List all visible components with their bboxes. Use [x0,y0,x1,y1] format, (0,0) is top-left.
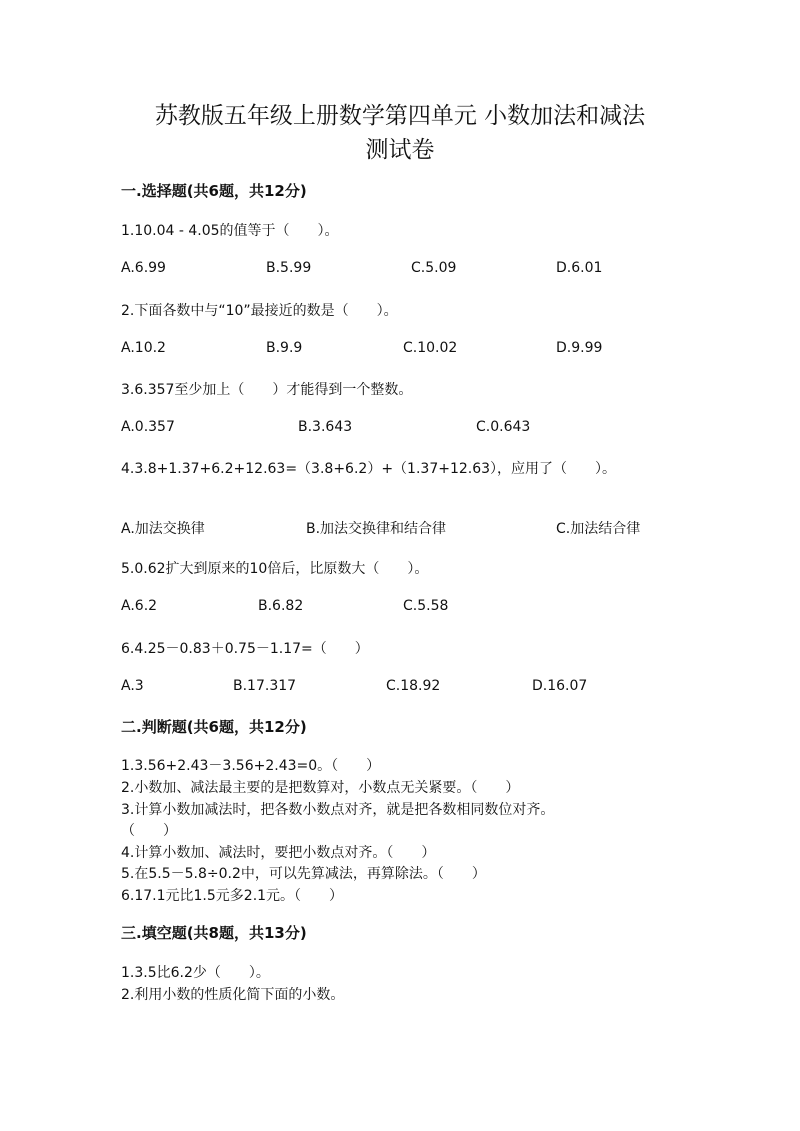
option-4a: A.加法交换律 [121,521,205,537]
option-6b: B.17.317 [233,678,297,694]
option-6d: D.16.07 [532,678,588,694]
option-1a: A.6.99 [121,260,166,276]
judgment-line: 6.17.1元比1.5元多2.1元。（ ） [121,888,344,904]
judgment-line: 4.计算小数加、减法时，要把小数点对齐。（ ） [121,845,436,861]
option-6c: C.18.92 [386,678,441,694]
question-4: 4.3.8+1.37+6.2+12.63=（3.8+6.2）+（1.37+12.63），应用了（ ）。 [121,461,617,477]
section-heading-fill-in: 三.填空题(共8题，共13分) [121,924,307,942]
page-title-line2: 测试卷 [365,137,435,163]
question-1: 1.10.04 - 4.05的值等于（ ）。 [121,223,339,239]
option-3c: C.0.643 [476,419,531,435]
option-5c: C.5.58 [403,598,449,614]
option-4c: C.加法结合律 [556,521,641,537]
option-5b: B.6.82 [258,598,304,614]
fill-in-line: 1.3.5比6.2少（ ）。 [121,965,270,981]
option-4b: B.加法交换律和结合律 [306,521,447,537]
fill-in-line: 2.利用小数的性质化简下面的小数。 [121,987,345,1003]
option-6a: A.3 [121,678,144,694]
question-6: 6.4.25－0.83＋0.75－1.17=（ ） [121,641,369,657]
page-title: 苏教版五年级上册数学第四单元 小数加法和减法 [154,103,646,129]
judgment-line: 1.3.56+2.43－3.56+2.43=0。（ ） [121,758,381,774]
option-2d: D.9.99 [556,340,603,356]
judgment-line: 5.在5.5－5.8÷0.2中，可以先算减法，再算除法。（ ） [121,866,486,882]
judgment-line: 3.计算小数加减法时，把各数小数点对齐，就是把各数相同数位对齐。 [121,802,555,818]
option-2b: B.9.9 [266,340,303,356]
option-2a: A.10.2 [121,340,166,356]
question-2: 2.下面各数中与“10”最接近的数是（ ）。 [121,303,398,319]
option-1d: D.6.01 [556,260,603,276]
option-1c: C.5.09 [411,260,457,276]
section-heading-choice: 一.选择题(共6题，共12分) [121,182,307,200]
option-5a: A.6.2 [121,598,158,614]
option-3b: B.3.643 [298,419,353,435]
judgment-line: 2.小数加、减法最主要的是把数算对，小数点无关紧要。（ ） [121,780,520,796]
option-3a: A.0.357 [121,419,175,435]
judgment-line: （ ） [121,823,177,839]
option-1b: B.5.99 [266,260,312,276]
section-heading-judgment: 二.判断题(共6题，共12分) [121,718,307,736]
question-3: 3.6.357至少加上（ ）才能得到一个整数。 [121,382,413,398]
option-2c: C.10.02 [403,340,458,356]
question-5: 5.0.62扩大到原来的10倍后，比原数大（ ）。 [121,561,429,577]
